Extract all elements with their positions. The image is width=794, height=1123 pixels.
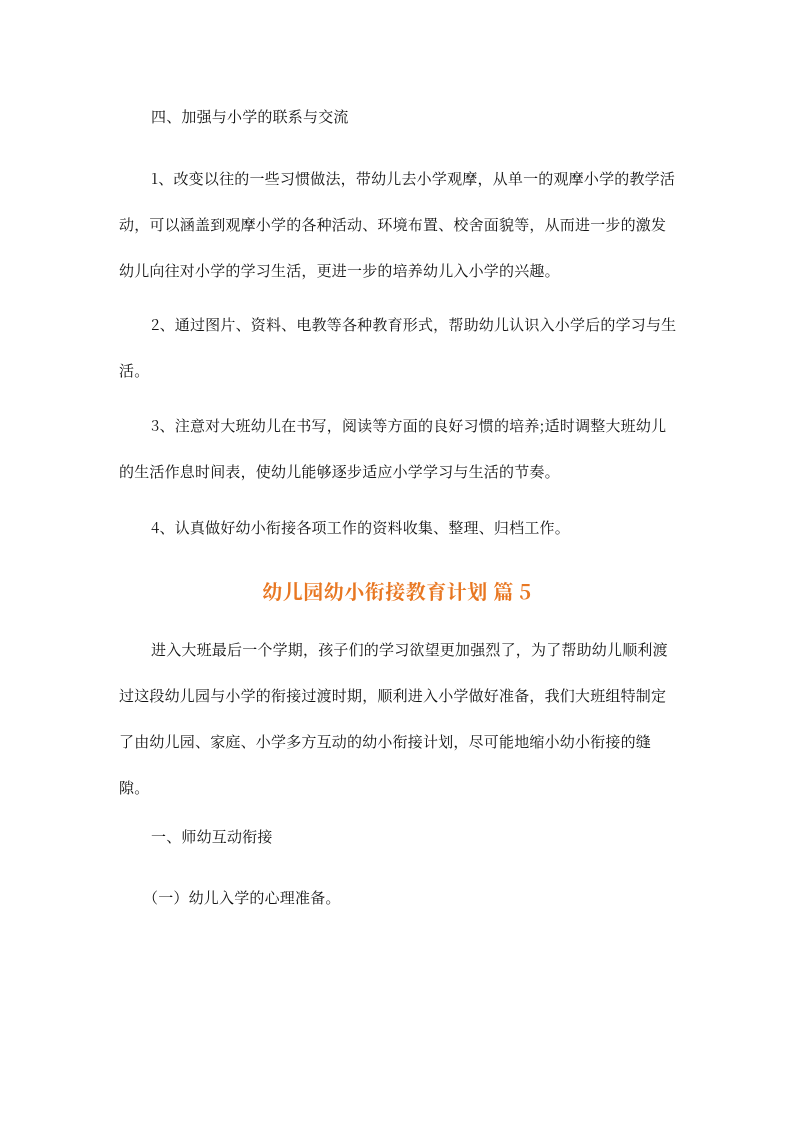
intro-paragraph: 进入大班最后一个学期，孩子们的学习欲望更加强烈了，为了帮助幼儿顺利渡过这段幼儿园与小学的衔接过渡时期，顺利进入小学做好准备，我们大班组特制定了由幼儿园、家庭、小学多方互动的幼小衔接计划，尽可能地缩小幼小衔接的缝隙。: [119, 639, 668, 798]
paragraph-item-3: 3、注意对大班幼儿在书写，阅读等方面的良好习惯的培养;适时调整大班幼儿的生活作息时间表，使幼儿能够逐步适应小学学习与生活的节奏。: [119, 415, 667, 482]
subheading-psychological-prep: （一）幼儿入学的心理准备。: [143, 887, 341, 908]
paragraph-item-2: 2、通过图片、资料、电教等各种教育形式，帮助幼儿认识入小学后的学习与生活。: [119, 314, 677, 381]
section-heading-four: 四、加强与小学的联系与交流: [151, 106, 349, 127]
paragraph-item-4: 4、认真做好幼小衔接各项工作的资料收集、整理、归档工作。: [151, 517, 570, 538]
subheading-teacher-child: 一、师幼互动衔接: [151, 826, 273, 847]
paragraph-item-1: 1、改变以往的一些习惯做法，带幼儿去小学观摩，从单一的观摩小学的教学活动，可以涵盖到观摩小学的各种活动、环境布置、校舍面貌等，从而进一步的激发幼儿向往对小学的学习生活，更进一步的培养幼儿入小学的兴趣。: [119, 168, 676, 281]
plan-title: 幼儿园幼小衔接教育计划 篇 5: [262, 576, 532, 605]
